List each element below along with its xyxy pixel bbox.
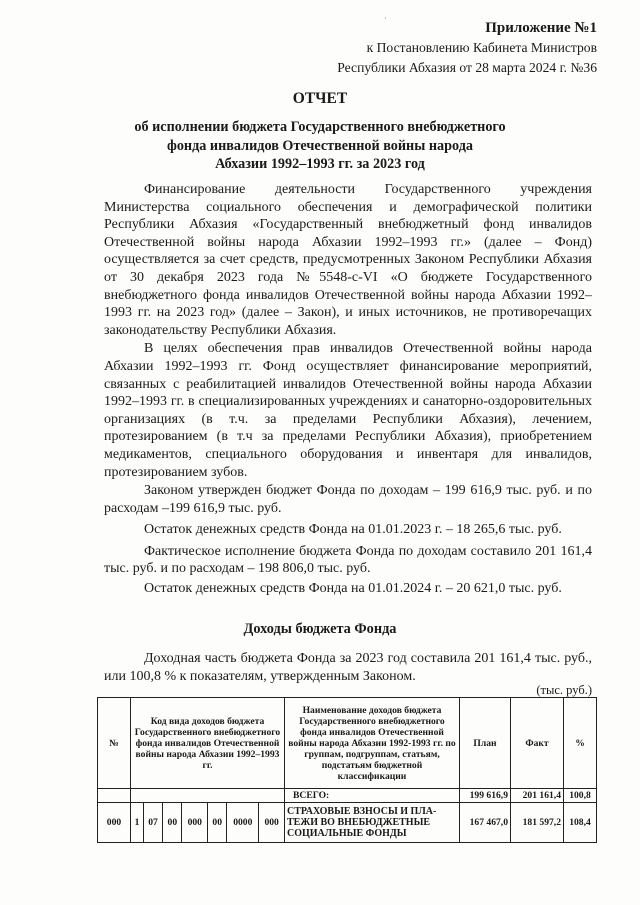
total-plan: 199 616,9	[460, 789, 511, 803]
row-code-5: 00	[208, 803, 227, 843]
row-num: 000	[98, 803, 131, 843]
appendix-line-2: Республики Абхазия от 28 марта 2024 г. №36	[337, 60, 597, 75]
row-fact: 181 597,2	[511, 803, 564, 843]
appendix-title: Приложение №1	[485, 20, 597, 36]
header-percent: %	[564, 698, 597, 789]
paragraph: Доходная часть бюджета Фонда за 2023 год составила 201 161,4 тыс. руб., или 100,8 % к показателям, утвержденным Законом.	[104, 651, 592, 684]
row-code-4: 000	[182, 803, 208, 843]
row-code-1: 1	[131, 803, 144, 843]
row-code-7: 000	[259, 803, 285, 843]
row-percent: 108,4	[564, 803, 597, 843]
row-code-2: 07	[143, 803, 162, 843]
income-intro	[104, 650, 592, 685]
paragraph: В целях обеспечения прав инвалидов Отечественной войны народа Абхазии 1992–1993 гг. Фонд осуществляет финансирование мероприятий, связанных с реабилитацией инвалидов Отечественной войны народа Абхазии 1992–1993 гг. в специализированных учреждениях и санаторно-оздоровительных организациях (в т.ч. за пределами Республики Абхазия), лечением, протезированием (в т.ч за пределами Республики Абхазия), приобретением медикаментов, специального оборудования и инвентаря для инвалидов, протезированием зубов.	[104, 341, 592, 480]
total-label: ВСЕГО:	[285, 789, 460, 803]
header-fact: Факт	[511, 698, 564, 789]
paragraph: Финансирование деятельности Государственного учреждения Министерства социального обеспечения и демографической политики Республики Абхазия «Государственный внебюджетный фонд инвалидов Отечественной войны народа Абхазии 1992–1993 гг.» (далее – Фонд) осуществляется за счет средств, предусмотренных Законом Республики Абхазия от 30 декабря 2023 года №5548-с-VI «О бюджете Государственного внебюджетного фонда инвалидов Отечественной войны народа Абхазии 1992–1993 гг. на 2023 год» (далее – Закон), и иных источников, не противоречащих законодательству Республики Абхазия.	[104, 182, 592, 338]
subtitle-line-3: Абхазии 1992–1993 гг. за 2023 год	[215, 156, 425, 172]
appendix-line-1: к Постановлению Кабинета Министров	[366, 40, 597, 55]
header-num: №	[98, 698, 131, 789]
subtitle-line-1: об исполнении бюджета Государственного внебюджетного	[134, 119, 506, 135]
appendix-header	[337, 18, 597, 78]
table-row	[98, 803, 597, 843]
paragraph: Законом утвержден бюджет Фонда по доходам – 199 616,9 тыс. руб. и по расходам –199 616,9 тыс. руб.	[104, 483, 592, 516]
header-name: Наименование доходов бюджета Государственного внебюджетного фонда инвалидов Отечественной войны народа Абхазии 1992-1993 гг. по группам, подгруппам, статьям, подстатьям бюджетной классификации	[285, 698, 460, 789]
report-title: ОТЧЕТ	[292, 90, 348, 107]
scan-mark: ˙	[384, 16, 387, 25]
header-code: Код вида доходов бюджета Государственного внебюджетного фонда инвалидов Отечественной войны народа Абхазии 1992–1993 гг.	[131, 698, 285, 789]
row-plan: 167 467,0	[460, 803, 511, 843]
income-table	[97, 697, 597, 843]
header-plan: План	[460, 698, 511, 789]
report-body	[104, 181, 592, 598]
table-total-row	[98, 789, 597, 803]
paragraph: Фактическое исполнение бюджета Фонда по доходам составило 201 161,4 тыс. руб. и по расходам – 198 806,0 тыс. руб.	[104, 543, 592, 577]
units-label: (тыс. руб.)	[536, 683, 592, 697]
report-subtitle	[0, 118, 640, 174]
income-section-title: Доходы бюджета Фонда	[243, 621, 397, 637]
row-code-6: 0000	[227, 803, 259, 843]
total-fact: 201 161,4	[511, 789, 564, 803]
table-header-row	[98, 698, 597, 789]
paragraph: Остаток денежных средств Фонда на 01.01.2023 г. – 18 265,6 тыс. руб.	[144, 522, 562, 538]
total-percent: 100,8	[564, 789, 597, 803]
row-name: СТРАХОВЫЕ ВЗНОСЫ И ПЛА-ТЕЖИ ВО ВНЕБЮДЖЕТНЫЕ СОЦИАЛЬНЫЕ ФОНДЫ	[285, 803, 460, 843]
paragraph: Остаток денежных средств Фонда на 01.01.2024 г. – 20 621,0 тыс. руб.	[144, 581, 562, 597]
subtitle-line-2: фонда инвалидов Отечественной войны народа	[167, 137, 473, 154]
row-code-3: 00	[163, 803, 182, 843]
